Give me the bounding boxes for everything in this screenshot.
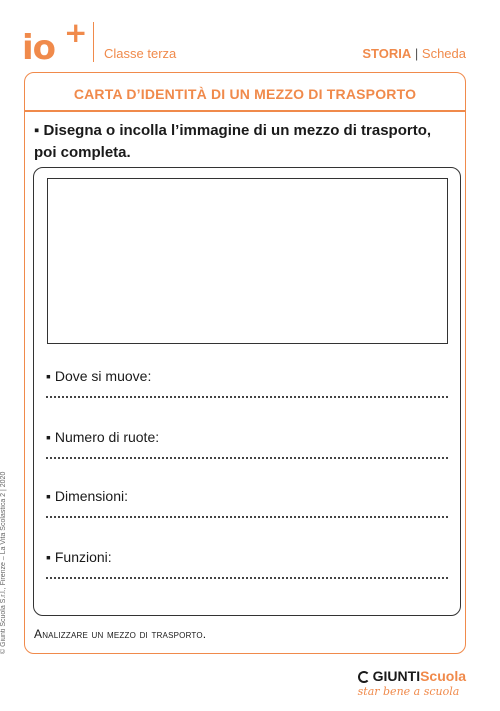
field-label: ▪ Numero di ruote: [46,429,160,445]
answer-line[interactable] [46,455,448,459]
publisher-name [358,668,466,684]
brand-logo [22,16,88,72]
subject-label [362,46,466,61]
class-label: Classe terza [104,46,177,61]
answer-line[interactable] [46,514,448,518]
header-divider [93,22,94,62]
answer-line[interactable] [46,575,448,579]
publisher-name-dark: GIUNTI [372,668,421,684]
publisher-tagline: star bene a scuola [357,685,460,698]
subject-name: STORIA [362,46,412,61]
publisher-name-accent: Scuola [420,668,466,684]
field-label: ▪ Dove si muove: [46,368,152,384]
title-divider [24,110,466,112]
logo-plus-icon: + [64,16,88,49]
field-movement [46,368,448,398]
subject-separator: | [414,46,419,61]
giunti-g-icon [358,671,370,683]
field-functions [46,549,448,579]
publisher-brand [358,668,466,698]
field-label: ▪ Funzioni: [46,549,112,565]
field-wheels [46,429,448,459]
copyright-note: © Giunti Scuola S.r.l., Firenze – La Vita Scolastica 2 | 2020 [0,471,7,654]
objective-note: Analizzare un mezzo di trasporto. [34,627,207,641]
sheet-label: Scheda [421,46,466,61]
instruction-text: ▪ Disegna o incolla l’immagine di un mezzo di trasporto, poi completa. [34,122,432,161]
worksheet-title: CARTA D’IDENTITÀ DI UN MEZZO DI TRASPORTO [73,86,417,102]
logo-text: io [22,28,56,68]
field-label: ▪ Dimensioni: [46,488,128,504]
answer-line[interactable] [46,394,448,398]
drawing-area[interactable] [47,178,448,344]
field-dimensions [46,488,448,518]
